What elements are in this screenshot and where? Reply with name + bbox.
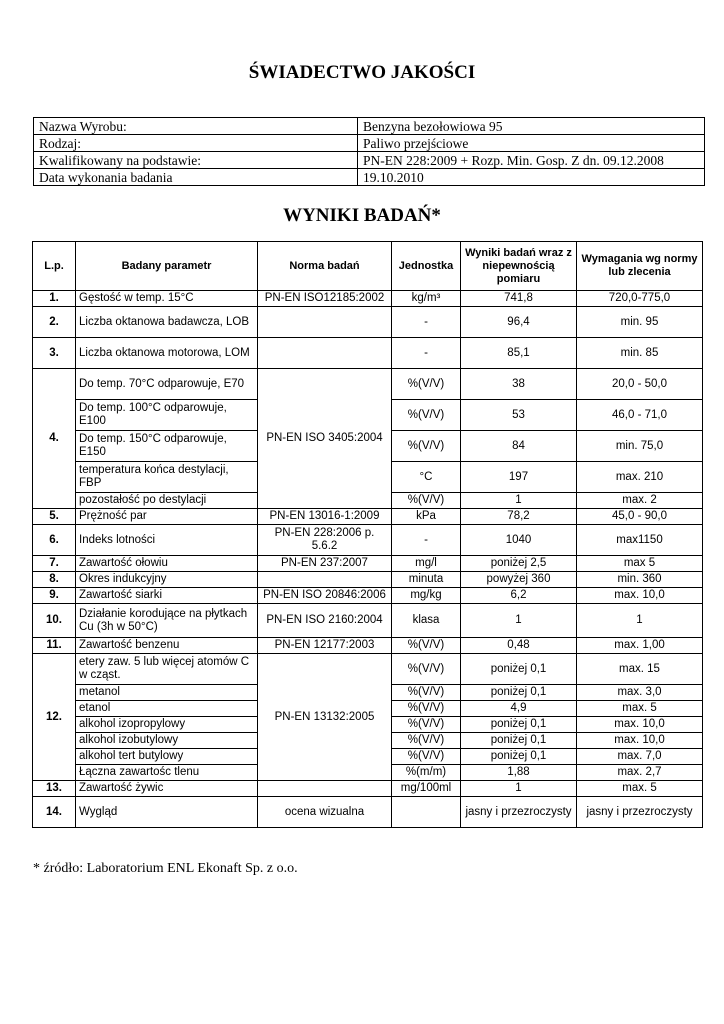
cell-result: powyżej 360: [461, 572, 577, 588]
table-row: [33, 556, 703, 572]
cell-norm: PN-EN ISO12185:2002: [258, 291, 392, 307]
cell-unit: mg/kg: [392, 588, 461, 604]
cell-unit: %(V/V): [392, 701, 461, 717]
info-label: Data wykonania badania: [34, 169, 358, 186]
header-unit: Jednostka: [392, 242, 461, 291]
cell-unit: %(V/V): [392, 638, 461, 654]
cell-unit: %(V/V): [392, 493, 461, 509]
cell-result: 197: [461, 462, 577, 493]
cell-norm: ocena wizualna: [258, 797, 392, 828]
cell-result: poniżej 2,5: [461, 556, 577, 572]
cell-result: 1: [461, 493, 577, 509]
cell-unit: %(V/V): [392, 685, 461, 701]
footnote: * źródło: Laboratorium ENL Ekonaft Sp. z o.o.: [33, 861, 298, 876]
cell-requirement: 46,0 - 71,0: [577, 400, 703, 431]
cell-parameter: Zawartość siarki: [76, 588, 258, 604]
cell-parameter: Gęstość w temp. 15°C: [76, 291, 258, 307]
info-value: Paliwo przejściowe: [358, 135, 705, 152]
cell-unit: %(V/V): [392, 717, 461, 733]
header-norm: Norma badań: [258, 242, 392, 291]
table-row: [33, 369, 703, 400]
cell-unit: kg/m³: [392, 291, 461, 307]
cell-unit: mg/100ml: [392, 781, 461, 797]
cell-result: 84: [461, 431, 577, 462]
cell-requirement: min. 360: [577, 572, 703, 588]
cell-lp: 1.: [33, 291, 76, 307]
cell-requirement: max. 10,0: [577, 588, 703, 604]
cell-requirement: max. 15: [577, 654, 703, 685]
cell-unit: klasa: [392, 604, 461, 638]
cell-parameter: metanol: [76, 685, 258, 701]
cell-result: poniżej 0,1: [461, 654, 577, 685]
cell-lp: 13.: [33, 781, 76, 797]
cell-requirement: max. 2,7: [577, 765, 703, 781]
cell-parameter: Zawartość ołowiu: [76, 556, 258, 572]
document-title: ŚWIADECTWO JAKOŚCI: [248, 62, 476, 83]
cell-requirement: max. 2: [577, 493, 703, 509]
cell-parameter: alkohol izopropylowy: [76, 717, 258, 733]
cell-unit: %(V/V): [392, 369, 461, 400]
info-label: Kwalifikowany na podstawie:: [34, 152, 358, 169]
info-label: Rodzaj:: [34, 135, 358, 152]
cell-lp: 4.: [33, 369, 76, 509]
cell-parameter: Zawartość żywic: [76, 781, 258, 797]
cell-result: 53: [461, 400, 577, 431]
table-row: [33, 654, 703, 685]
cell-requirement: max. 5: [577, 781, 703, 797]
cell-result: 0,48: [461, 638, 577, 654]
cell-parameter: Działanie korodujące na płytkach Cu (3h w 50°C): [76, 604, 258, 638]
info-value: Benzyna bezołowiowa 95: [358, 118, 705, 135]
table-row: [33, 604, 703, 638]
table-row: [33, 338, 703, 369]
cell-requirement: max. 5: [577, 701, 703, 717]
header-result: Wyniki badań wraz z niepewnością pomiaru: [461, 242, 577, 291]
cell-result: poniżej 0,1: [461, 749, 577, 765]
cell-result: jasny i przezroczysty: [461, 797, 577, 828]
cell-lp: 8.: [33, 572, 76, 588]
cell-parameter: alkohol izobutylowy: [76, 733, 258, 749]
table-row: [33, 307, 703, 338]
cell-norm: PN-EN 12177:2003: [258, 638, 392, 654]
cell-parameter: Łączna zawartośc tlenu: [76, 765, 258, 781]
table-row: [33, 638, 703, 654]
table-row: [33, 509, 703, 525]
info-row: [34, 118, 705, 135]
cell-parameter: Prężność par: [76, 509, 258, 525]
cell-parameter: Liczba oktanowa badawcza, LOB: [76, 307, 258, 338]
table-row: [33, 588, 703, 604]
cell-lp: 12.: [33, 654, 76, 781]
header-row: [33, 242, 703, 291]
cell-norm: [258, 572, 392, 588]
cell-norm: [258, 307, 392, 338]
cell-norm: PN-EN ISO 2160:2004: [258, 604, 392, 638]
cell-requirement: 1: [577, 604, 703, 638]
header-lp: L.p.: [33, 242, 76, 291]
cell-result: 78,2: [461, 509, 577, 525]
cell-norm: PN-EN ISO 20846:2006: [258, 588, 392, 604]
cell-result: 1: [461, 781, 577, 797]
cell-requirement: min. 85: [577, 338, 703, 369]
cell-norm: PN-EN 228:2006 p. 5.6.2: [258, 525, 392, 556]
cell-parameter: alkohol tert butylowy: [76, 749, 258, 765]
cell-requirement: 720,0-775,0: [577, 291, 703, 307]
cell-unit: %(V/V): [392, 749, 461, 765]
cell-requirement: max. 3,0: [577, 685, 703, 701]
cell-requirement: min. 95: [577, 307, 703, 338]
cell-norm: PN-EN 237:2007: [258, 556, 392, 572]
cell-requirement: max. 10,0: [577, 717, 703, 733]
cell-unit: %(V/V): [392, 431, 461, 462]
results-table: [32, 241, 703, 828]
cell-requirement: max. 1,00: [577, 638, 703, 654]
cell-result: 1: [461, 604, 577, 638]
cell-norm: PN-EN 13132:2005: [258, 654, 392, 781]
cell-parameter: temperatura końca destylacji, FBP: [76, 462, 258, 493]
cell-result: poniżej 0,1: [461, 733, 577, 749]
cell-parameter: Liczba oktanowa motorowa, LOM: [76, 338, 258, 369]
cell-requirement: 45,0 - 90,0: [577, 509, 703, 525]
cell-requirement: jasny i przezroczysty: [577, 797, 703, 828]
cell-result: poniżej 0,1: [461, 685, 577, 701]
cell-parameter: Wygląd: [76, 797, 258, 828]
cell-unit: kPa: [392, 509, 461, 525]
info-row: [34, 169, 705, 186]
cell-result: 38: [461, 369, 577, 400]
header-parameter: Badany parametr: [76, 242, 258, 291]
table-row: [33, 797, 703, 828]
cell-requirement: max. 10,0: [577, 733, 703, 749]
table-row: [33, 525, 703, 556]
cell-result: 741,8: [461, 291, 577, 307]
cell-parameter: Zawartość benzenu: [76, 638, 258, 654]
cell-unit: %(V/V): [392, 400, 461, 431]
cell-unit: °C: [392, 462, 461, 493]
cell-result: 96,4: [461, 307, 577, 338]
cell-parameter: etanol: [76, 701, 258, 717]
info-value: PN-EN 228:2009 + Rozp. Min. Gosp. Z dn. 09.12.2008: [358, 152, 705, 169]
cell-lp: 5.: [33, 509, 76, 525]
cell-parameter: Okres indukcyjny: [76, 572, 258, 588]
cell-lp: 2.: [33, 307, 76, 338]
cell-unit: -: [392, 338, 461, 369]
cell-unit: [392, 797, 461, 828]
cell-result: poniżej 0,1: [461, 717, 577, 733]
info-row: [34, 135, 705, 152]
cell-lp: 11.: [33, 638, 76, 654]
cell-norm: PN-EN 13016-1:2009: [258, 509, 392, 525]
cell-requirement: max. 210: [577, 462, 703, 493]
cell-lp: 10.: [33, 604, 76, 638]
cell-unit: -: [392, 307, 461, 338]
cell-lp: 9.: [33, 588, 76, 604]
info-value: 19.10.2010: [358, 169, 705, 186]
cell-lp: 7.: [33, 556, 76, 572]
cell-result: 1040: [461, 525, 577, 556]
cell-requirement: max1150: [577, 525, 703, 556]
cell-requirement: max. 7,0: [577, 749, 703, 765]
product-info-table: [33, 117, 705, 186]
cell-parameter: Do temp. 100°C odparowuje, E100: [76, 400, 258, 431]
cell-lp: 3.: [33, 338, 76, 369]
cell-norm: [258, 338, 392, 369]
cell-parameter: etery zaw. 5 lub więcej atomów C w cząst.: [76, 654, 258, 685]
cell-parameter: Do temp. 70°C odparowuje, E70: [76, 369, 258, 400]
info-row: [34, 152, 705, 169]
cell-requirement: 20,0 - 50,0: [577, 369, 703, 400]
cell-unit: %(m/m): [392, 765, 461, 781]
cell-unit: -: [392, 525, 461, 556]
cell-norm: [258, 781, 392, 797]
cell-parameter: Do temp. 150°C odparowuje, E150: [76, 431, 258, 462]
cell-parameter: pozostałość po destylacji: [76, 493, 258, 509]
table-row: [33, 291, 703, 307]
cell-unit: mg/l: [392, 556, 461, 572]
cell-lp: 14.: [33, 797, 76, 828]
cell-unit: %(V/V): [392, 733, 461, 749]
table-row: [33, 781, 703, 797]
cell-requirement: max 5: [577, 556, 703, 572]
cell-result: 1,88: [461, 765, 577, 781]
cell-norm: PN-EN ISO 3405:2004: [258, 369, 392, 509]
cell-unit: minuta: [392, 572, 461, 588]
cell-lp: 6.: [33, 525, 76, 556]
cell-parameter: Indeks lotności: [76, 525, 258, 556]
header-requirement: Wymagania wg normy lub zlecenia: [577, 242, 703, 291]
cell-result: 85,1: [461, 338, 577, 369]
table-row: [33, 572, 703, 588]
info-label: Nazwa Wyrobu:: [34, 118, 358, 135]
cell-unit: %(V/V): [392, 654, 461, 685]
cell-result: 4,9: [461, 701, 577, 717]
results-title: WYNIKI BADAŃ*: [283, 205, 441, 226]
cell-requirement: min. 75,0: [577, 431, 703, 462]
cell-result: 6,2: [461, 588, 577, 604]
